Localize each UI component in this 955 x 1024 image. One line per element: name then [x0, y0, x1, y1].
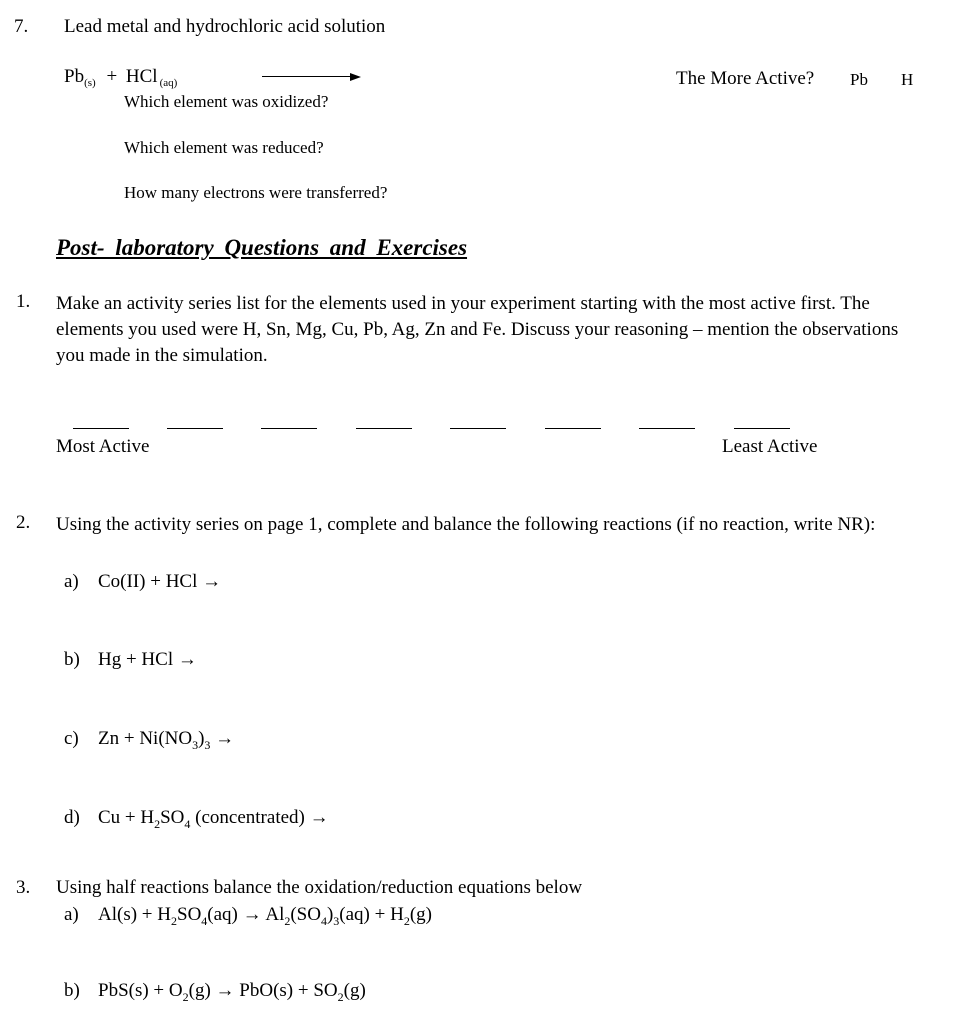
q1-number: 1. — [16, 291, 31, 312]
reduced-question: Which element was reduced? — [124, 138, 324, 157]
pb-symbol: Pb — [64, 66, 85, 87]
choice-h[interactable]: H — [901, 70, 914, 89]
activity-blank-8[interactable] — [734, 428, 790, 429]
q3-text: Using half reactions balance the oxidation/reduction equations below — [56, 877, 583, 898]
q3-number: 3. — [16, 877, 31, 898]
arrow-icon: → — [215, 980, 235, 1001]
q3b-label: b) — [64, 980, 80, 1001]
hcl-formula: HCl — [125, 66, 158, 87]
arrow-icon: → — [202, 571, 222, 592]
q2d-label: d) — [64, 807, 80, 828]
activity-blank-7[interactable] — [639, 428, 695, 429]
activity-blank-1[interactable] — [73, 428, 129, 429]
electrons-question: How many electrons were transferred? — [124, 183, 388, 202]
q7-title: Lead metal and hydrochloric acid solution — [64, 16, 386, 37]
choice-pb[interactable]: Pb — [850, 70, 868, 89]
pb-state: (s) — [84, 77, 96, 89]
q3b-equation: $PbS(s) + O_2(g) \to PbO(s) + SO_2(g)$ — [98, 980, 366, 1004]
q7-number: 7. — [14, 16, 29, 37]
q2a-reaction: Co(II) + HCl → — [98, 571, 222, 592]
arrow-icon: → — [177, 649, 197, 670]
plus-sign: + — [106, 66, 118, 87]
q2b-reaction: Hg + HCl → — [98, 649, 197, 670]
oxidized-question: Which element was oxidized? — [124, 92, 329, 111]
q2b-label: b) — [64, 649, 80, 670]
post-lab-title: Post- laboratory Questions and Exercises — [56, 235, 468, 260]
q2-number: 2. — [16, 512, 31, 533]
q2-text: Using the activity series on page 1, complete and balance the following reactions (if no reaction, write NR): — [56, 514, 876, 535]
q3a-label: a) — [64, 904, 79, 925]
arrow-icon: → — [309, 807, 329, 828]
reaction-arrow-line — [262, 76, 354, 77]
q1-text: Make an activity series list for the elements used in your experiment starting with the most active first. The elements you used were H, Sn, Mg, Cu, Pb, Ag, Zn and Fe. Discuss your reasoning – mention the observations you made in the simulation. — [56, 293, 899, 366]
activity-blank-3[interactable] — [261, 428, 317, 429]
q2a-label: a) — [64, 571, 79, 592]
arrow-icon: → — [242, 904, 262, 925]
activity-blank-4[interactable] — [356, 428, 412, 429]
least-active-label: Least Active — [722, 436, 818, 457]
activity-blank-2[interactable] — [167, 428, 223, 429]
most-active-label: Most Active — [56, 436, 150, 457]
more-active-label: The More Active? — [676, 68, 815, 89]
activity-blank-5[interactable] — [450, 428, 506, 429]
q2d-reaction: $Cu + H_2SO_4$ (concentrated) → — [98, 807, 329, 831]
reaction-arrow-head — [350, 73, 361, 81]
q2c-reaction: $Zn + Ni(NO_3)_3$ → — [98, 728, 235, 752]
hcl-state: (aq) — [159, 77, 178, 89]
arrow-icon: → — [215, 728, 235, 749]
q7-equation — [64, 66, 177, 89]
q3a-equation: $Al(s) + H_2SO_4(aq) \to Al_2(SO_4)_3(aq) + H_2(g)$ — [98, 904, 432, 928]
q2c-label: c) — [64, 728, 79, 749]
activity-blank-6[interactable] — [545, 428, 601, 429]
